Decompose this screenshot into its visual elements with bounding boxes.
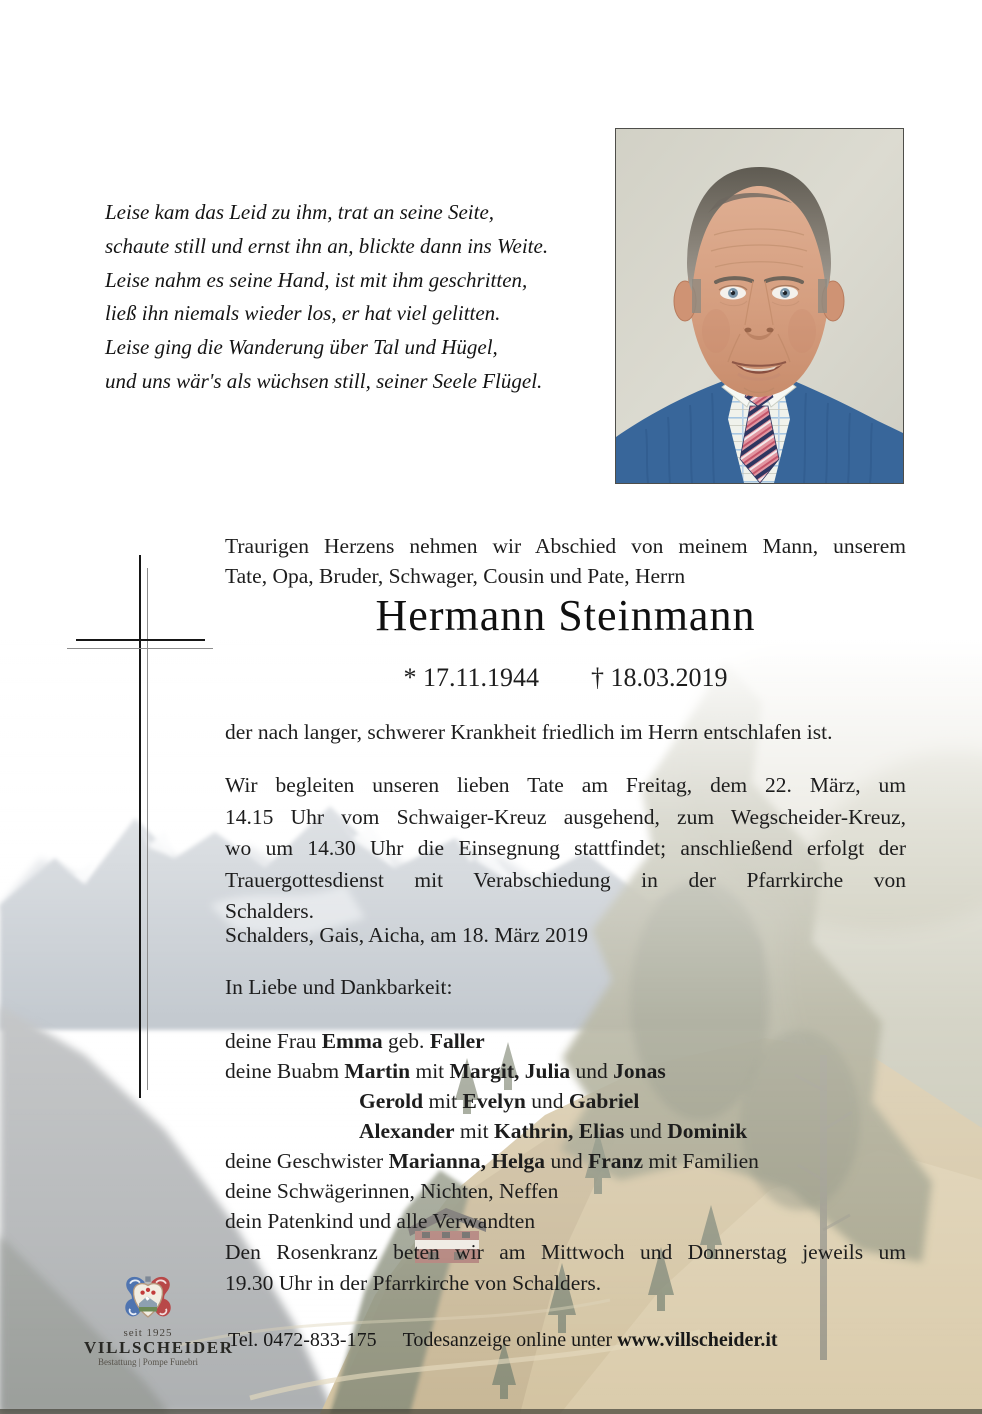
portrait-illustration bbox=[616, 129, 903, 483]
logo-name: VILLSCHEIDER bbox=[84, 1337, 234, 1357]
funeral-line: Wir begleiten unseren lieben Tate am Freitag, dem 22. März, um bbox=[225, 773, 906, 797]
intro-line: Traurigen Herzens nehmen wir Abschied von meinem Mann, unserem bbox=[225, 534, 906, 558]
footer-contact bbox=[228, 1329, 778, 1352]
memorial-cross-horizontal bbox=[76, 639, 205, 641]
poem-line: schaute still und ernst ihn an, blickte dann ins Weite. bbox=[105, 233, 549, 258]
online-notice bbox=[403, 1329, 778, 1352]
poem-line: Leise nahm es seine Hand, ist mit ihm geschritten, bbox=[105, 267, 528, 292]
memorial-cross-vertical bbox=[139, 555, 141, 1098]
mourner-line: Gerold mit Evelyn und Gabriel bbox=[359, 1089, 640, 1113]
death-note: der nach langer, schwerer Krankheit friedlich im Herrn entschlafen ist. bbox=[225, 720, 833, 744]
logo-since: seit 1925 bbox=[123, 1326, 173, 1339]
poem-line: ließ ihn niemals wieder los, er hat viel gelitten. bbox=[105, 301, 501, 326]
logo-tagline: Bestattung | Pompe Funebri bbox=[97, 1357, 199, 1368]
funeral-line: wo um 14.30 Uhr die Einsegnung stattfindet; anschließend erfolgt der bbox=[225, 836, 906, 860]
funeral-line: 14.15 Uhr vom Schwaiger-Kreuz ausgehend, zum Wegscheider-Kreuz, bbox=[225, 804, 906, 829]
memorial-cross-vertical-thin bbox=[147, 568, 148, 1090]
funeral-home-logo bbox=[84, 1274, 234, 1368]
rosary-paragraph bbox=[225, 1237, 906, 1299]
online-url-link[interactable]: www.villscheider.it bbox=[617, 1329, 778, 1351]
life-dates bbox=[225, 663, 906, 693]
mourners-list bbox=[225, 1026, 906, 1236]
gratitude-heading: In Liebe und Dankbarkeit: bbox=[225, 975, 453, 999]
intro-paragraph bbox=[225, 531, 906, 591]
mourner-line: Alexander mit Kathrin, Elias und Dominik bbox=[359, 1119, 748, 1143]
memorial-cross-horizontal-thin bbox=[67, 648, 213, 649]
funeral-line: Trauergottesdienst mit Verabschiedung in der Pfarrkirche von bbox=[225, 867, 906, 892]
poem-line: Leise ging die Wanderung über Tal und Hügel, bbox=[105, 335, 498, 360]
rosary-line: Den Rosenkranz beten wir am Mittwoch und Donnerstag jeweils um bbox=[225, 1240, 906, 1264]
funeral-line: Schalders. bbox=[225, 899, 314, 923]
mourner-line: deine Frau Emma geb. Faller bbox=[225, 1029, 485, 1053]
place-dateline: Schalders, Gais, Aicha, am 18. März 2019 bbox=[225, 923, 589, 947]
mourner-line: deine Buabm Martin mit Margit, Julia und Jonas bbox=[225, 1059, 666, 1083]
online-notice-text: Todesanzeige online unter bbox=[402, 1329, 613, 1351]
mourner-line: deine Geschwister Marianna, Helga und Franz mit Familien bbox=[225, 1149, 759, 1173]
phone-number: Tel. 0472-833-175 bbox=[228, 1329, 377, 1351]
poem bbox=[105, 196, 575, 399]
poem-line: und uns wär's als wüchsen still, seiner Seele Flügel. bbox=[105, 368, 543, 393]
deceased-name: Hermann Steinmann bbox=[375, 591, 756, 640]
rosary-line: 19.30 Uhr in der Pfarrkirche von Schalders. bbox=[225, 1271, 602, 1295]
mourner-line: deine Schwägerinnen, Nichten, Neffen bbox=[225, 1179, 559, 1203]
intro-line: Tate, Opa, Bruder, Schwager, Cousin und Pate, Herrn bbox=[225, 564, 686, 588]
birth-date: * 17.11.1944 bbox=[403, 663, 540, 692]
portrait-photo bbox=[615, 128, 904, 484]
mourner-line: dein Patenkind und alle Verwandten bbox=[225, 1209, 536, 1233]
funeral-paragraph bbox=[225, 770, 906, 928]
poem-line: Leise kam das Leid zu ihm, trat an seine Seite, bbox=[105, 200, 495, 224]
death-date: † 18.03.2019 bbox=[591, 663, 728, 692]
villscheider-crest-icon bbox=[121, 1274, 175, 1322]
